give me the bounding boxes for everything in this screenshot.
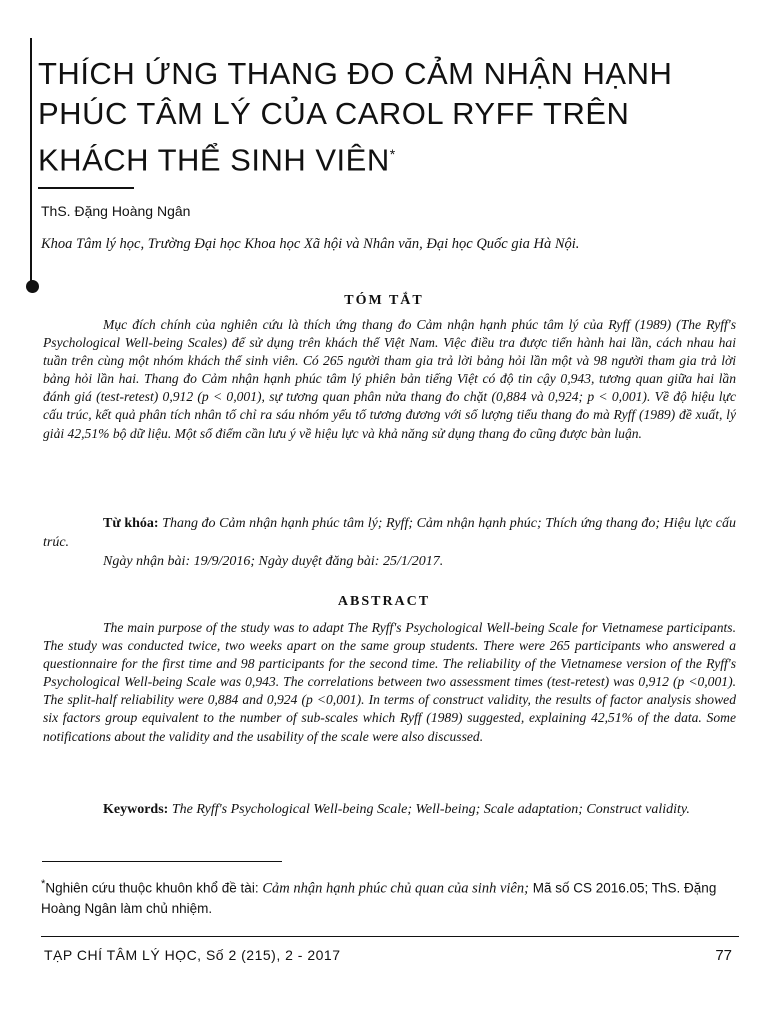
abstract-keywords-text: The Ryff's Psychological Well-being Scale; Well-being; Scale adaptation; Construct validity. (171, 802, 690, 817)
footer-rule (41, 936, 739, 937)
title-footnote-mark: * (389, 146, 396, 162)
summary-heading: TÓM TẮT (344, 293, 424, 308)
article-title (38, 54, 738, 180)
summary-body: Mục đích chính của nghiên cứu là thích ứng thang đo Cảm nhận hạnh phúc tâm lý của Ryff (1989) (The Ryff's Psychological Well-being Scales) để sử dụng trên khách thể Việt Nam. Việc điều tra được tiến hành hai lần, cách nhau hai tuần trên cùng một nhóm khách thể sinh viên. Có 265 người tham gia trả lời bảng hỏi lần một và 98 người tham gia trả lời bảng hỏi lần hai. Thang đo Cảm nhận hạnh phúc tâm lý phiên bản tiếng Việt có độ tin cậy 0,943, tương quan giữa hai lần đánh giá (test-retest) 0,912 (p < 0,001), sự tương quan phân nửa thang đo chặt (0,884 và 0,924; p < 0,001). Về độ hiệu lực cấu trúc, kết quả phân tích nhân tố chỉ ra sáu nhóm yếu tố tương đương với số lượng tiểu thang đo mà Ryff (1989) đề xuất, lý giải 42,51% bộ dữ liệu. Một số điểm cần lưu ý về hiệu lực và khả năng sử dụng thang đo cũng được bàn luận. (43, 317, 736, 441)
abstract-keywords (43, 800, 736, 819)
author-name: ThS. Đặng Hoàng Ngân (41, 203, 191, 219)
footnote-project-title: Cảm nhận hạnh phúc chủ quan của sinh viên; (262, 880, 529, 897)
abstract-body: The main purpose of the study was to adapt The Ryff's Psychological Well-being Scale for Vietnamese participants. The study was conducted twice, two weeks apart on the same group students. There were 265 participants who answered a questionnaire for the first time and 98 participants for the second time. The reliability of the Vietnamese version of the Ryff's Psychological Well-being Scale was 0,943. The correlations between two assessment times (test-retest) was 0,912 (p <0,001). The split-half reliability were 0,884 and 0,924 (p <0,001). In terms of construct validity, the results of factor analysis showed six factors group equivalent to the number of sub-scales which Ryff (1989) suggested, explaining 42,51% of the data. Some notifications about the validity and the usability of the scale were also discussed. (43, 620, 736, 744)
bullet-marker (26, 280, 39, 293)
footnote-rule (42, 861, 282, 862)
journal-footer: TẠP CHÍ TÂM LÝ HỌC, Số 2 (215), 2 - 2017 (44, 947, 341, 963)
summary-keywords-label: Từ khóa: (103, 516, 159, 531)
abstract-heading: ABSTRACT (337, 594, 431, 609)
title-text: THÍCH ỨNG THANG ĐO CẢM NHẬN HẠNH PHÚC TÂM LÝ CỦA CAROL RYFF TRÊN KHÁCH THỂ SINH VIÊN (38, 56, 673, 178)
title-underline (38, 187, 134, 189)
summary-keywords (43, 514, 736, 552)
footnote (41, 874, 741, 919)
left-margin-rule (30, 38, 32, 288)
footnote-mark: * (41, 878, 46, 890)
page-number: 77 (715, 947, 732, 964)
author-affiliation: Khoa Tâm lý học, Trường Đại học Khoa học Xã hội và Nhân văn, Đại học Quốc gia Hà Nội. (41, 236, 580, 252)
submission-dates: Ngày nhận bài: 19/9/2016; Ngày duyệt đăng bài: 25/1/2017. (103, 554, 444, 569)
footnote-suffix: Mã số CS 2016.05; ThS. Đặng Hoàng Ngân làm chủ nhiệm. (41, 880, 717, 916)
summary-keywords-text: Thang đo Cảm nhận hạnh phúc tâm lý; Ryff; Cảm nhận hạnh phúc; Thích ứng thang đo; Hiệu lực cấu trúc. (43, 516, 736, 550)
abstract-keywords-label: Keywords: (103, 802, 169, 817)
footnote-prefix: Nghiên cứu thuộc khuôn khổ đề tài: (45, 880, 259, 896)
